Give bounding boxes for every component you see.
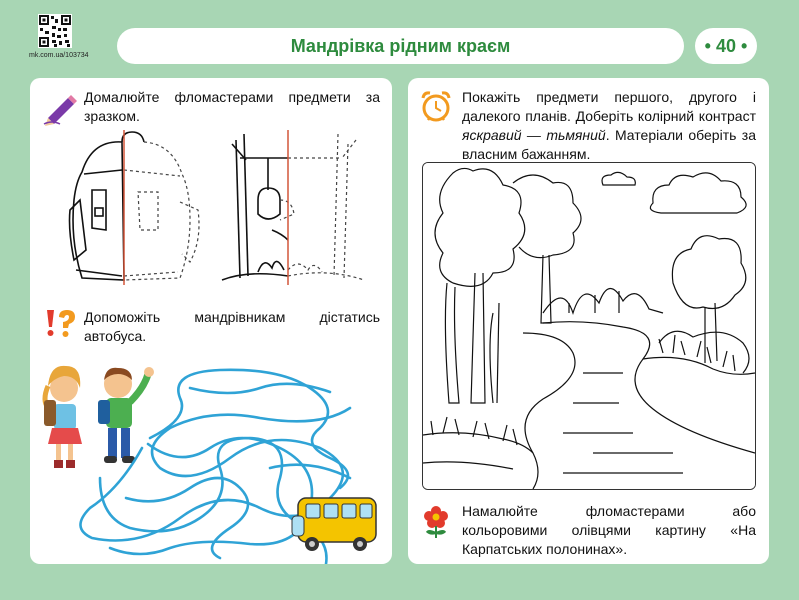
task-maze-text: Допоможіть мандрівникам дістатись автобуса. (84, 309, 380, 344)
girl-figure (44, 366, 82, 468)
task-plans-text-b: . Матеріали оберіть за власним бажанням. (462, 127, 757, 162)
alarm-clock-icon (420, 90, 452, 122)
pencil-icon (42, 90, 78, 126)
campfire-drawing (218, 130, 368, 285)
bus-figure (292, 498, 376, 551)
qr-url: mk.com.ua/103734 (29, 52, 89, 59)
task-draw-text: Домалюйте фломастерами предмети за зразком. (84, 89, 380, 124)
right-panel (408, 78, 769, 564)
exclamation-question-icon (42, 308, 78, 338)
maze-illustration (30, 348, 392, 564)
flower-icon (422, 504, 450, 538)
title-bar (117, 28, 684, 64)
task-plans-text-a: Покажіть предмети першого, другого і далекого планів. Доберіть колірний контраст (462, 89, 756, 124)
page-number: • 40 • (695, 28, 757, 64)
landscape-drawing (422, 162, 756, 490)
backpack-drawing (62, 130, 212, 285)
task-plans-text (462, 88, 756, 164)
boy-figure (98, 367, 154, 463)
task-plans-text-italic: яскравий — тьмяний (462, 127, 606, 143)
left-panel (30, 78, 392, 564)
qr-code (38, 14, 72, 48)
task-paint-text: Намалюйте фломастерами або кольоровими олівцями картину «На Карпатських полонинах». (462, 503, 756, 557)
page-title: Мандрівка рідним краєм (290, 35, 511, 56)
